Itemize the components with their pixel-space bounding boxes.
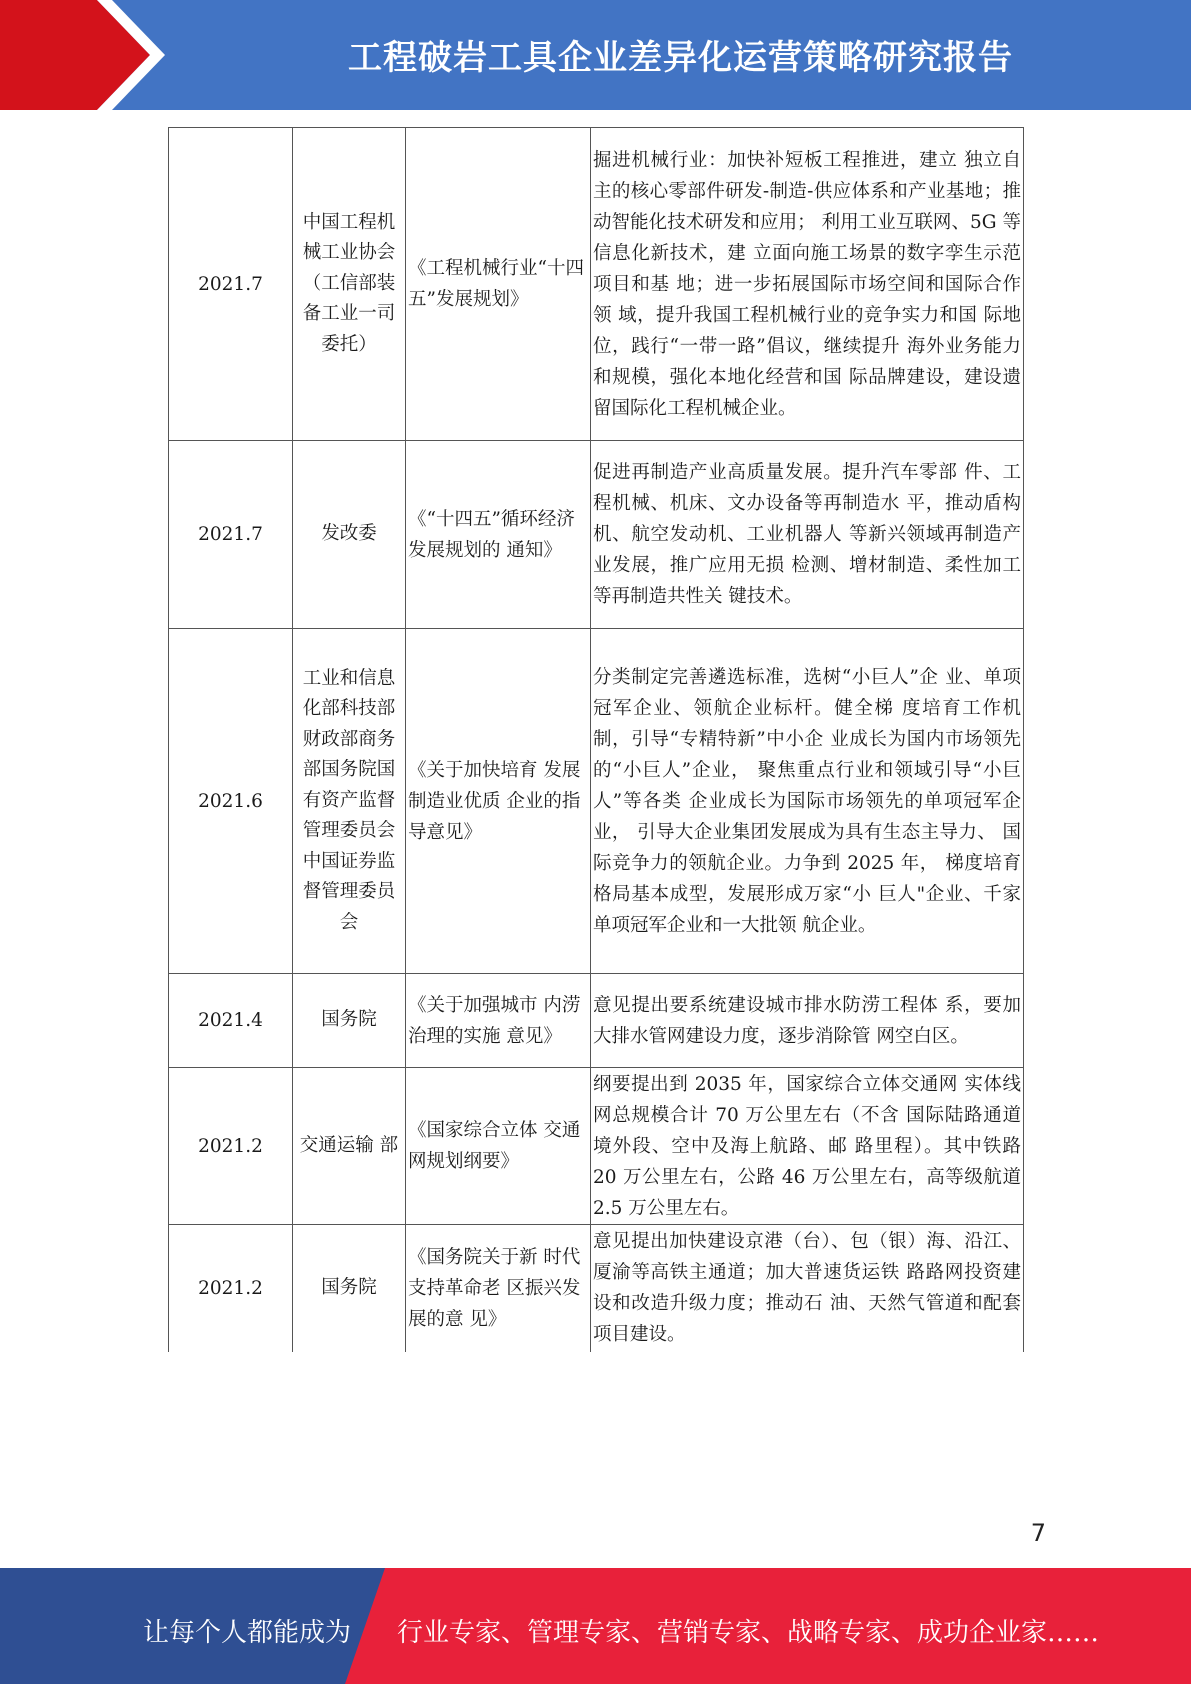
issuer-cell: 工业和信息化部科技部财政部商务部国务院国有资产监督管理委员会中国证券监督管理委员会 [293,629,406,974]
issuer-cell: 国务院 [293,974,406,1068]
date-cell: 2021.6 [169,629,293,974]
footer-slogan-right: 行业专家、管理专家、营销专家、战略专家、成功企业家…… [397,1618,1100,1648]
content-cell: 掘进机械行业：加快补短板工程推进，建立 独立自主的核心零部件研发-制造-供应体系和产业基地；推动智能化技术研发和应用； 利用工业互联网、5G 等信息化新技术，建 立面向施工场景的数字孪生示范项目和基 地；进一步拓展国际市场空间和国际合作领 域，提升我国工程机械行业的竞争实力和国 际地位，践行“一带一路”倡议，继续提升 海外业务能力和规模，强化本地化经营和国 际品牌建设，建设遗留国际化工程机械企业。 [591,128,1024,441]
issuer-cell: 中国工程机械工业协会（工信部装备工业一司委托） [293,128,406,441]
page-number: 7 [1030,1519,1046,1547]
issuer-cell: 国务院 [293,1225,406,1352]
content-cell: 分类制定完善遴选标准，选树“小巨人”企 业、单项冠军企业、领航企业标杆。健全梯 度培育工作机制，引导“专精特新”中小企 业成长为国内市场领先的“小巨人”企业， 聚焦重点行业和领域引导“小巨人”等各类 企业成长为国际市场领先的单项冠军企业， 引导大企业集团发展成为具有生态主导力、 国际竞争力的领航企业。力争到 2025 年， 梯度培育格局基本成型，发展形成万家“小 巨人"企业、千家单项冠军企业和一大批领 航企业。 [591,629,1024,974]
footer-slogan-left: 让每个人都能成为 [143,1618,352,1648]
document-cell: 《工程机械行业“十四五”发展规划》 [406,128,591,441]
date-cell: 2021.2 [169,1068,293,1225]
document-cell: 《“十四五”循环经济发展规划的 通知》 [406,441,591,629]
table-row [169,1068,1024,1225]
page-header [0,0,1191,110]
document-cell: 《关于加快培育 发展制造业优质 企业的指导意见》 [406,629,591,974]
table-row [169,974,1024,1068]
content-cell: 促进再制造产业高质量发展。提升汽车零部 件、工程机械、机床、文办设备等再制造水 平，推动盾构机、航空发动机、工业机器人 等新兴领域再制造产业发展，推广应用无损 检测、增材制造、柔性加工等再制造共性关 键技术。 [591,441,1024,629]
table-row [169,441,1024,629]
date-cell: 2021.7 [169,441,293,629]
date-cell: 2021.2 [169,1225,293,1352]
content-cell: 意见提出要系统建设城市排水防涝工程体 系，要加大排水管网建设力度，逐步消除管 网空白区。 [591,974,1024,1068]
document-cell: 《国家综合立体 交通网规划纲要》 [406,1068,591,1225]
table-row [169,128,1024,441]
page-footer [0,1568,1191,1684]
content-cell: 纲要提出到 2035 年，国家综合立体交通网 实体线网总规模合计 70 万公里左右（不含 国际陆路通道境外段、空中及海上航路、邮 路里程）。其中铁路 20 万公里左右，公路 46 万公里左右，高等级航道 2.5 万公里左右。 [591,1068,1024,1225]
document-cell: 《关于加强城市 内涝治理的实施 意见》 [406,974,591,1068]
issuer-cell: 交通运输 部 [293,1068,406,1225]
table-row [169,629,1024,974]
report-title: 工程破岩工具企业差异化运营策略研究报告 [348,38,1013,78]
content-cell: 意见提出加快建设京港（台）、包（银）海、沿江、厦渝等高铁主通道；加大普速货运铁 路路网投资建设和改造升级力度；推动石 油、天然气管道和配套项目建设。 [591,1225,1024,1352]
date-cell: 2021.7 [169,128,293,441]
table-row [169,1225,1024,1352]
date-cell: 2021.4 [169,974,293,1068]
policy-table [168,127,1024,1352]
document-cell: 《国务院关于新 时代支持革命老 区振兴发展的意 见》 [406,1225,591,1352]
issuer-cell: 发改委 [293,441,406,629]
